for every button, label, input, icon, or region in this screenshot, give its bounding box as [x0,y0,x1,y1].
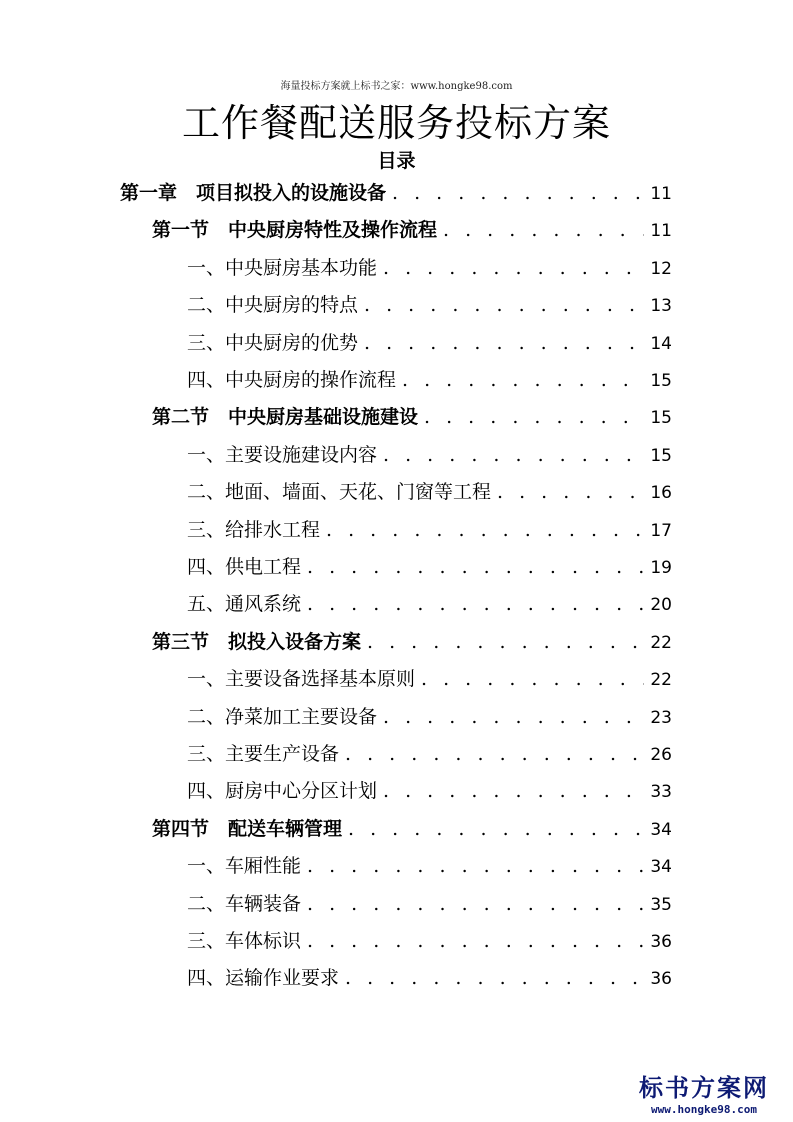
header-note: 海量投标方案就上标书之家：www.hongke98.com [280,81,513,92]
watermark-name: 标书方案网 [639,1074,769,1102]
toc-dot-leader [348,811,644,847]
toc-entry-label: 一、主要设施建设内容 [187,443,378,466]
toc-entry-page-number: 23 [650,707,672,728]
toc-entry-page-number: 22 [650,632,672,653]
toc-dot-leader [443,212,644,248]
toc-entry-label: 三、中央厨房的优势 [187,331,359,354]
toc-entry-item[interactable] [187,736,672,772]
toc-dot-leader [424,399,644,435]
toc-entry-label: 三、车体标识 [187,930,302,952]
toc-entry-item[interactable] [187,773,672,809]
toc-dot-leader [307,923,644,959]
toc-dot-leader [402,362,644,398]
toc-entry-page-number: 19 [650,558,672,578]
toc-entry-page-number: 15 [650,445,672,466]
toc-dot-leader [307,549,644,585]
toc-dot-leader [307,586,644,622]
toc-entry-item[interactable] [187,586,672,622]
toc-entry-page-number: 13 [650,296,672,317]
toc-entry-label: 四、厨房中心分区计划 [187,780,378,803]
toc-entry-page-number: 33 [650,782,672,803]
toc-entry-label: 第二节 中央厨房基础设施建设 [152,406,419,429]
toc-entry-section[interactable] [152,399,672,435]
toc-entry-page-number: 22 [650,670,672,691]
toc-entry-section[interactable] [152,212,672,248]
toc-entry-item[interactable] [187,886,672,922]
toc-entry-label: 二、中央厨房的特点 [187,294,359,317]
toc-entry-item[interactable] [187,474,672,510]
toc-dot-leader [364,287,644,323]
toc-dot-leader [307,848,644,884]
toc-entry-page-number: 34 [650,819,672,840]
toc-entry-page-number: 35 [650,894,672,915]
toc-entry-chapter[interactable] [120,175,672,211]
toc-entry-label: 第一章 项目拟投入的设施设备 [120,182,387,204]
toc-dot-leader [392,175,644,211]
toc-entry-page-number: 11 [650,221,672,242]
toc-dot-leader [383,437,644,473]
toc-entry-item[interactable] [187,549,672,585]
toc-entry-item[interactable] [187,325,672,361]
toc-entry-label: 第四节 配送车辆管理 [152,817,343,840]
toc-dot-leader [383,773,644,809]
toc-entry-label: 四、供电工程 [187,556,302,578]
toc-dot-leader [326,512,644,548]
toc-dot-leader [364,325,644,361]
toc-entry-page-number: 15 [650,371,672,391]
document-title: 工作餐配送服务投标方案 [181,101,611,145]
toc-entry-page-number: 15 [650,408,672,429]
toc-entry-item[interactable] [187,250,672,286]
toc-entry-label: 四、运输作业要求 [187,967,340,990]
toc-dot-leader [345,960,644,996]
toc-entry-label: 三、主要生产设备 [187,743,340,765]
toc-entry-page-number: 34 [650,857,672,878]
toc-entry-label: 一、主要设备选择基本原则 [187,668,416,691]
toc-dot-leader [345,736,644,772]
toc-entry-section[interactable] [152,624,672,660]
toc-entry-item[interactable] [187,362,672,398]
toc-entry-section[interactable] [152,811,672,847]
toc-entry-page-number: 36 [650,932,672,952]
toc-entry-item[interactable] [187,923,672,959]
toc-entry-item[interactable] [187,699,672,735]
watermark-url: www.hongke98.com [651,1103,757,1116]
toc-dot-leader [383,699,644,735]
toc-entry-page-number: 20 [650,595,672,616]
toc-entry-item[interactable] [187,661,672,697]
toc-entry-page-number: 16 [650,483,672,504]
toc-dot-leader [497,474,644,510]
toc-entry-label: 第三节 拟投入设备方案 [152,630,362,653]
toc-title: 目录 [377,150,416,172]
toc-entry-item[interactable] [187,848,672,884]
toc-entry-label: 二、地面、墙面、天花、门窗等工程 [187,481,492,504]
toc-entry-page-number: 14 [650,333,672,354]
toc-entry-item[interactable] [187,437,672,473]
toc-entry-page-number: 12 [650,258,672,279]
watermark-logo [629,1068,779,1116]
toc-entry-page-number: 11 [650,184,672,204]
toc-dot-leader [421,661,644,697]
toc-entry-label: 五、通风系统 [187,593,302,616]
toc-entry-label: 第一节 中央厨房特性及操作流程 [152,219,438,242]
toc-entry-label: 二、净菜加工主要设备 [187,705,378,728]
toc-entry-page-number: 36 [650,969,672,990]
toc-dot-leader [383,250,644,286]
toc-dot-leader [367,624,644,660]
toc-entry-label: 一、车厢性能 [187,855,302,878]
toc-dot-leader [307,886,644,922]
toc-entry-item[interactable] [187,960,672,996]
toc-entry-page-number: 17 [650,520,672,541]
toc-entry-label: 二、车辆装备 [187,892,302,915]
toc-entry-label: 一、中央厨房基本功能 [187,256,378,279]
toc-entry-item[interactable] [187,287,672,323]
toc-entry-label: 三、给排水工程 [187,518,321,541]
toc-entry-item[interactable] [187,512,672,548]
toc-entry-label: 四、中央厨房的操作流程 [187,369,397,391]
toc-entry-page-number: 26 [650,745,672,765]
